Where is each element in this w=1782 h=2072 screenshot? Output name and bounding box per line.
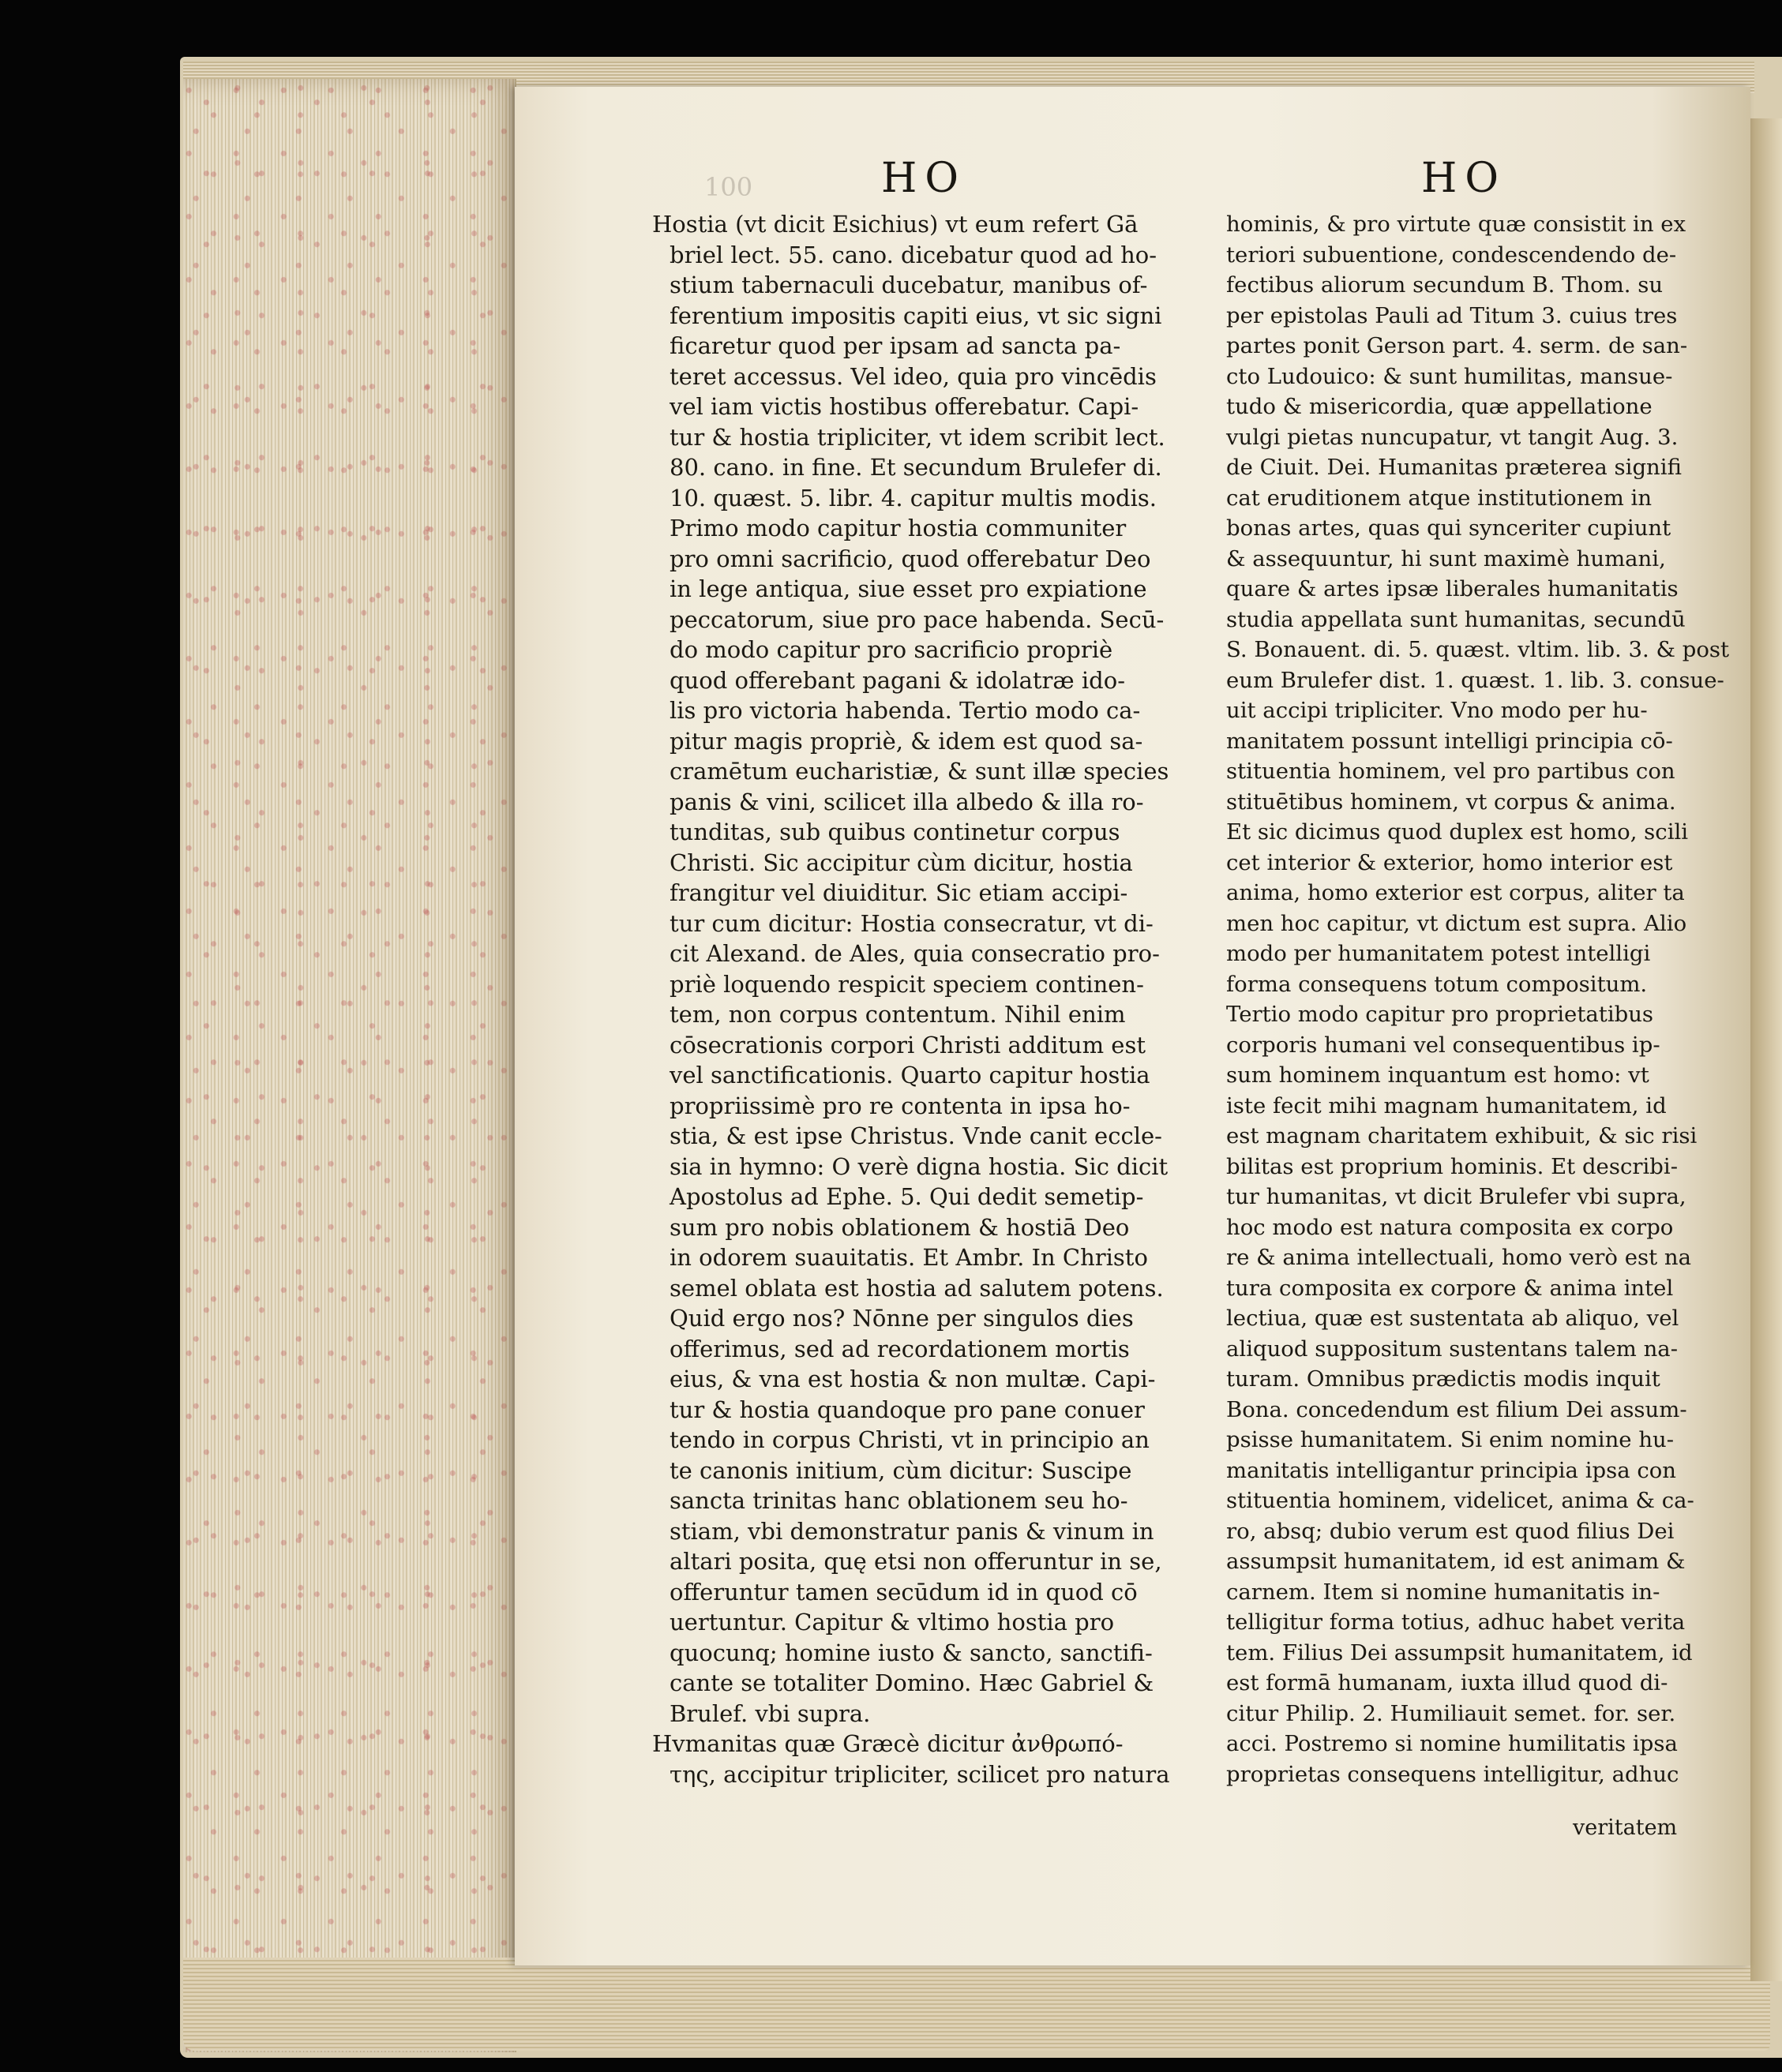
text-line: re & anima intellectuali, homo verò est na <box>1226 1245 1692 1270</box>
text-line: sum pro nobis oblationem & hostiā Deo <box>670 1213 1130 1241</box>
text-line: stituētibus hominem, vt corpus & anima. <box>1226 789 1676 815</box>
text-line: est formā humanam, iuxta illud quod di- <box>1226 1670 1668 1695</box>
text-column-right <box>1226 209 1730 1789</box>
text-line: lectiua, quæ est sustentata ab aliquo, vel <box>1226 1306 1679 1331</box>
text-line: Hostia (vt dicit Esichius) vt eum refert Gā <box>652 211 1139 238</box>
text-line: iste fecit mihi magnam humanitatem, id <box>1226 1092 1667 1118</box>
text-line: της, accipitur tripliciter, scilicet pro natura <box>670 1760 1170 1788</box>
text-line: stia, & est ipse Christus. Vnde canit eccle- <box>670 1122 1162 1149</box>
text-line: ro, absq; dubio verum est quod filius Dei <box>1226 1518 1675 1544</box>
text-line: S. Bonauent. di. 5. quæst. vltim. lib. 3. & post <box>1226 637 1730 662</box>
text-line: ficaretur quod per ipsam ad sancta pa- <box>670 332 1121 359</box>
text-line: bilitas est proprium hominis. Et describi- <box>1226 1153 1678 1179</box>
text-line: studia appellata sunt humanitas, secundū <box>1226 606 1686 632</box>
text-line: 10. quæst. 5. libr. 4. capitur multis modis. <box>670 484 1157 511</box>
text-line: cit Alexand. de Ales, quia consecratio pro- <box>670 940 1160 967</box>
text-line: tur & hostia quandoque pro pane conuer <box>670 1396 1145 1423</box>
text-line: in lege antiqua, siue esset pro expiatione <box>670 575 1147 602</box>
text-line: manitatem possunt intelligi principia cō- <box>1226 728 1673 754</box>
running-head-left: HO <box>881 155 966 202</box>
page-number: 100 <box>704 172 753 202</box>
text-line: Bona. concedendum est filium Dei assum- <box>1226 1396 1687 1422</box>
text-line: frangitur vel diuiditur. Sic etiam accipi- <box>670 879 1128 906</box>
text-line: stium tabernaculi ducebatur, manibus of- <box>670 272 1148 298</box>
text-line: panis & vini, scilicet illa albedo & illa ro- <box>670 788 1144 815</box>
text-line: modo per humanitatem potest intelligi <box>1226 941 1651 966</box>
text-line: Hvmanitas quæ Græcè dicitur ἀνθρωπό- <box>652 1730 1124 1757</box>
text-line: vel iam victis hostibus offerebatur. Capi- <box>670 393 1139 420</box>
text-line: stituentia hominem, vel pro partibus con <box>1226 759 1675 784</box>
text-line: hoc modo est natura composita ex corpo <box>1226 1214 1674 1240</box>
text-line: assumpsit humanitatem, id est animam & <box>1226 1549 1686 1574</box>
text-line: cōsecrationis corpori Christi additum est <box>670 1031 1146 1058</box>
text-line: carnem. Item si nomine humanitatis in- <box>1226 1579 1660 1605</box>
text-line: teret accessus. Vel ideo, quia pro vincēdis <box>670 362 1157 390</box>
text-line: cramētum eucharistiæ, & sunt illæ species <box>670 758 1169 785</box>
text-line: proprietas consequens intelligitur, adhuc <box>1226 1761 1679 1787</box>
text-line: cet interior & exterior, homo interior est <box>1226 849 1673 875</box>
text-line: altari posita, quę etsi non offeruntur in se, <box>670 1548 1162 1575</box>
text-line: tur & hostia tripliciter, vt idem scribit lect. <box>670 423 1165 451</box>
text-line: manitatis intelligantur principia ipsa con <box>1226 1457 1677 1483</box>
text-line: cante se totaliter Domino. Hæc Gabriel & <box>670 1669 1154 1696</box>
text-line: partes ponit Gerson part. 4. serm. de san- <box>1226 333 1688 358</box>
text-line: tudo & misericordia, quæ appellatione <box>1226 394 1653 419</box>
text-line: corporis humani vel consequentibus ip- <box>1226 1032 1660 1058</box>
text-line: sancta trinitas hanc oblationem seu ho- <box>670 1487 1128 1514</box>
text-line: do modo capitur pro sacrificio propriè <box>670 636 1113 663</box>
text-line: eius, & vna est hostia & non multæ. Capi- <box>670 1366 1156 1392</box>
text-line: quocunq; homine iusto & sancto, sanctifi- <box>670 1639 1153 1666</box>
text-line: uit accipi tripliciter. Vno modo per hu- <box>1226 698 1648 723</box>
text-line: in odorem suauitatis. Et Ambr. In Christo <box>670 1244 1148 1271</box>
page-edges-fore <box>183 79 516 2052</box>
text-line: aliquod suppositum sustentans talem na- <box>1226 1336 1678 1362</box>
text-line: lis pro victoria habenda. Tertio modo ca- <box>670 697 1141 724</box>
text-line: tura composita ex corpore & anima intel <box>1226 1275 1674 1301</box>
text-line: tem, non corpus contentum. Nihil enim <box>670 1001 1126 1028</box>
text-line: offerimus, sed ad recordationem mortis <box>670 1335 1130 1362</box>
text-line: semel oblata est hostia ad salutem potens. <box>670 1274 1164 1302</box>
text-line: peccatorum, siue pro pace habenda. Secū- <box>670 605 1165 633</box>
text-line: Primo modo capitur hostia communiter <box>670 515 1127 541</box>
text-line: Apostolus ad Ephe. 5. Qui dedit semetip- <box>670 1183 1144 1210</box>
text-line: pitur magis propriè, & idem est quod sa- <box>670 727 1143 755</box>
text-line: tunditas, sub quibus continetur corpus <box>670 819 1120 845</box>
facing-page-edge <box>1750 118 1782 1981</box>
text-line: briel lect. 55. cano. dicebatur quod ad ho- <box>670 241 1157 268</box>
text-line: pro omni sacrificio, quod offerebatur Deo <box>670 545 1151 572</box>
text-line: stiam, vbi demonstratur panis & vinum in <box>670 1517 1154 1545</box>
text-line: quare & artes ipsæ liberales humanitatis <box>1226 576 1679 601</box>
text-column-left <box>652 209 1197 1789</box>
text-line: quod offerebant pagani & idolatræ ido- <box>670 666 1125 694</box>
text-line: tem. Filius Dei assumpsit humanitatem, id <box>1226 1639 1693 1665</box>
catchword: veritatem <box>1573 1815 1678 1840</box>
text-line: 80. cano. in fine. Et secundum Brulefer di. <box>670 454 1162 481</box>
text-line: tur humanitas, vt dicit Brulefer vbi supra, <box>1226 1184 1686 1209</box>
text-line: sia in hymno: O verè digna hostia. Sic dicit <box>670 1152 1169 1180</box>
text-line: teriori subuentione, condescendendo de- <box>1226 242 1677 268</box>
text-line: offeruntur tamen secūdum id in quod cō <box>670 1578 1138 1606</box>
text-line: cat eruditionem atque institutionem in <box>1226 485 1653 511</box>
text-line: Christi. Sic accipitur cùm dicitur, hostia <box>670 849 1133 876</box>
text-line: fectibus aliorum secundum B. Thom. su <box>1226 272 1664 298</box>
text-line: forma consequens totum compositum. <box>1226 971 1648 997</box>
text-line: Brulef. vbi supra. <box>670 1699 871 1727</box>
text-line: vel sanctificationis. Quarto capitur hostia <box>670 1062 1150 1088</box>
text-line: tendo in corpus Christi, vt in principio an <box>670 1426 1150 1453</box>
text-line: Tertio modo capitur pro proprietatibus <box>1226 1002 1654 1027</box>
text-line: vulgi pietas nuncupatur, vt tangit Aug. 3. <box>1226 424 1679 450</box>
text-line: bonas artes, quas qui synceriter cupiunt <box>1226 515 1671 541</box>
text-line: & assequuntur, hi sunt maximè humani, <box>1226 545 1666 571</box>
text-line: psisse humanitatem. Si enim nomine hu- <box>1226 1427 1675 1452</box>
page-edges-bottom <box>183 1958 1770 2051</box>
text-line: priè loquendo respicit speciem continen- <box>670 970 1144 998</box>
text-line: de Ciuit. Dei. Humanitas præterea signifi <box>1226 455 1682 480</box>
text-line: citur Philip. 2. Humiliauit semet. for. ser. <box>1226 1700 1676 1726</box>
text-line: Quid ergo nos? Nōnne per singulos dies <box>670 1305 1134 1332</box>
text-line: stituentia hominem, videlicet, anima & ca- <box>1226 1488 1694 1513</box>
text-line: uertuntur. Capitur & vltimo hostia pro <box>670 1609 1115 1635</box>
running-head-right: HO <box>1421 155 1506 202</box>
text-line: tur cum dicitur: Hostia consecratur, vt di- <box>670 909 1154 937</box>
text-line: acci. Postremo si nomine humilitatis ipsa <box>1226 1731 1678 1756</box>
text-line: turam. Omnibus prædictis modis inquit <box>1226 1366 1660 1392</box>
text-line: telligitur forma totius, adhuc habet verita <box>1226 1609 1686 1635</box>
text-line: Et sic dicimus quod duplex est homo, scili <box>1226 819 1689 845</box>
text-line: hominis, & pro virtute quæ consistit in ex <box>1226 212 1686 237</box>
text-line: sum hominem inquantum est homo: vt <box>1226 1062 1649 1088</box>
text-line: cto Ludouico: & sunt humilitas, mansue- <box>1226 363 1673 389</box>
text-line: te canonis initium, cùm dicitur: Suscipe <box>670 1456 1132 1484</box>
text-line: anima, homo exterior est corpus, aliter ta <box>1226 880 1685 905</box>
text-line: ferentium impositis capiti eius, vt sic signi <box>670 302 1162 329</box>
text-line: est magnam charitatem exhibuit, & sic risi <box>1226 1123 1698 1148</box>
text-line: propriissimè pro re contenta in ipsa ho- <box>670 1092 1131 1119</box>
text-line: men hoc capitur, vt dictum est supra. Alio <box>1226 910 1687 936</box>
text-line: per epistolas Pauli ad Titum 3. cuius tres <box>1226 302 1678 328</box>
text-line: eum Brulefer dist. 1. quæst. 1. lib. 3. consue- <box>1226 667 1724 693</box>
